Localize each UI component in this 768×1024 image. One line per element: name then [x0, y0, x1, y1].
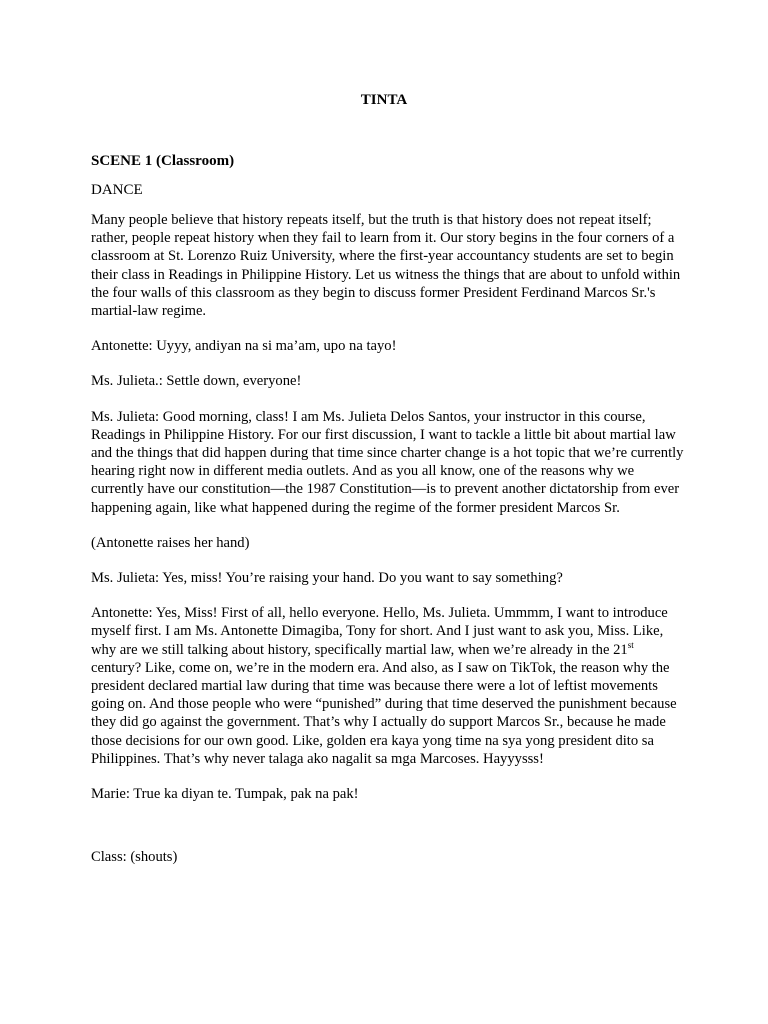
dialogue-julieta-3: Ms. Julieta: Yes, miss! You’re raising your hand. Do you want to say something?	[91, 570, 563, 587]
script-body	[91, 211, 687, 883]
narration-paragraph: Many people believe that history repeats itself, but the truth is that history does not repeat itself; rather, people repeat history when they fail to learn from it. Our story begins in the four corners of a classroom at St. Lorenzo Ruiz University, where the first-year accountancy students are set to begin their class in Readings in Philippine History. Let us witness the things that are about to unfold within the four walls of this classroom as they begin to discuss former President Ferdinand Marcos Sr.'s martial-law regime.	[91, 212, 681, 320]
dialogue-antonette-2-part2: century? Like, come on, we’re in the modern era. And also, as I saw on TikTok, the reason why the president declared martial law during that time was because there were a lot of leftist movements going on. And those people who were “punished” during that time deserved the punishment because they did go against the government. That’s why I actually do support Marcos Sr., because he made those decisions for our own good. Like, golden era kaya yong time na sya yong president dito sa Philippines. That’s why never talaga ako nagalit sa mga Marcoses. Hayyysss!	[91, 659, 677, 767]
dialogue-antonette-2-part1: Antonette: Yes, Miss! First of all, hello everyone. Hello, Ms. Julieta. Ummmm, I want to introduce myself first. I am Ms. Antonette Dimagiba, Tony for short. And I just want to ask you, Miss. Like, why are we still talking about history, specifically martial law, when we’re already in the 21	[91, 605, 668, 658]
dialogue-antonette-1: Antonette: Uyyy, andiyan na si ma’am, upo na tayo!	[91, 338, 397, 355]
document-title: TINTA	[360, 92, 408, 108]
dialogue-marie-1: Marie: True ka diyan te. Tumpak, pak na pak!	[91, 786, 359, 803]
dialogue-antonette-2	[91, 604, 687, 768]
dance-cue: DANCE	[91, 182, 143, 198]
dialogue-julieta-2: Ms. Julieta: Good morning, class! I am Ms. Julieta Delos Santos, your instructor in this course, Readings in Philippine History. For our first discussion, I want to tackle a little bit about martial law and the things that did happen during that time since charter change is a hot topic that we’re currently hearing right now in different media outlets. And as you all know, one of the reasons why we currently have our constitution—the 1987 Constitution—is to prevent another dictatorship from ever happening again, like what happened during the regime of the former president Marcos Sr.	[91, 408, 684, 516]
ordinal-superscript: st	[627, 639, 634, 650]
dialogue-julieta-1: Ms. Julieta.: Settle down, everyone!	[91, 373, 302, 390]
dialogue-class-1: Class: (shouts)	[91, 849, 178, 866]
stage-direction: (Antonette raises her hand)	[91, 534, 250, 551]
scene-heading: SCENE 1 (Classroom)	[91, 153, 235, 169]
